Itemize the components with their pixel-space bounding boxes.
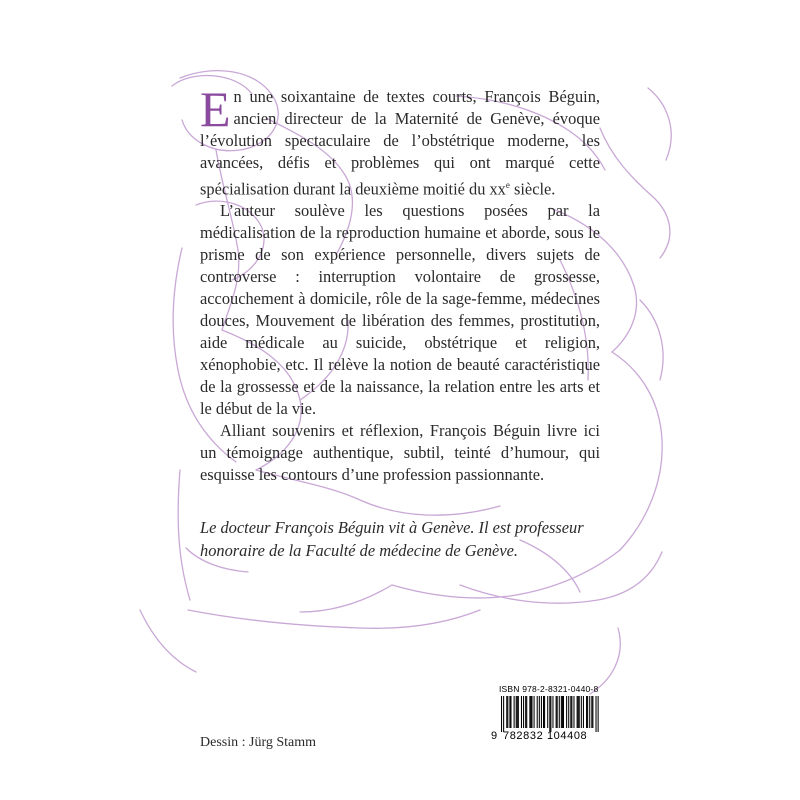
barcode-bar <box>526 696 527 728</box>
barcode-bar <box>568 696 569 728</box>
barcode-bar <box>559 696 560 728</box>
barcode-bar <box>557 696 558 728</box>
barcode-bar <box>514 696 515 728</box>
barcode-bar <box>591 696 592 728</box>
barcode-bar <box>529 696 530 728</box>
back-cover-blurb <box>200 81 600 486</box>
barcode-bar <box>596 696 597 732</box>
barcode-bar <box>539 696 540 728</box>
barcode-first-digit: 9 <box>491 730 498 742</box>
barcode-bar <box>537 696 538 728</box>
barcode-bar <box>570 696 571 728</box>
barcode-bar <box>562 696 563 728</box>
barcode-bar <box>543 696 544 728</box>
barcode-bar <box>507 696 508 728</box>
barcode-bar <box>503 696 504 732</box>
blurb-paragraph-1 <box>200 81 600 200</box>
barcode-bar <box>583 696 584 728</box>
blurb-paragraph-1-text: n une soixantaine de textes courts, François Béguin, ancien directeur de la Maternité de Genève, évoque l’évolution spectaculaire de l’obstétrique moderne, les avancées, défis et problèmes qui ont marqué cette spécialisation durant la deuxième moitié du xx <box>200 87 600 199</box>
isbn-label: ISBN 978-2-8321-0440-8 <box>499 684 599 694</box>
barcode-bar <box>525 696 526 728</box>
barcode-bar <box>516 696 517 728</box>
barcode-bar <box>556 696 557 728</box>
barcode-bar <box>517 696 518 728</box>
barcode-bar <box>577 696 578 728</box>
barcode-bar <box>509 696 510 728</box>
barcode-bar <box>573 696 574 728</box>
barcode-bar <box>544 696 545 728</box>
barcode-bar <box>550 696 551 732</box>
blurb-paragraph-3: Alliant souvenirs et réflexion, François Béguin livre ici un témoignage authentique, subtil, teinté d’humour, qui esquisse les contours d’une profession passionnante. <box>200 421 600 485</box>
barcode-bars <box>491 696 603 732</box>
barcode-bar <box>518 696 519 728</box>
barcode-bar <box>586 696 587 728</box>
barcode-bar <box>552 696 553 728</box>
barcode-bar <box>523 696 524 728</box>
barcode-bar <box>571 696 572 728</box>
barcode-bar <box>531 696 532 728</box>
barcode-bar <box>592 696 593 728</box>
barcode-bar <box>534 696 535 728</box>
blurb-paragraph-1-end: siècle. <box>509 179 556 199</box>
barcode-bar <box>579 696 580 728</box>
barcode-bar <box>598 696 599 732</box>
blurb-paragraph-2: L’auteur soulève les questions posées par la médicalisation de la reproduction humaine et aborde, sous le prisme de son expérience personnelle, divers sujets de controverse : interruption volontaire de grossesse, accouchement à domicile, rôle de la sage-femme, médecines douces, Mouvement de libération des femmes, prostitution, aide médicale au suicide, obstétrique et religion, xénophobie, etc. Il relève la notion de beauté caractéristique de la grossesse et de la naissance, la relation entre les arts et le début de la vie. <box>200 201 600 419</box>
barcode-bar <box>563 696 564 728</box>
barcode-bar <box>510 696 511 728</box>
isbn-barcode <box>491 684 603 746</box>
barcode-bar <box>549 696 550 732</box>
barcode-bar <box>521 696 522 728</box>
author-bio: Le docteur François Béguin vit à Genève. Il est professeur honoraire de la Faculté de médecine de Genève. <box>200 518 584 560</box>
barcode-bar <box>501 696 502 732</box>
barcode-bar <box>541 696 542 728</box>
century-superscript: e <box>505 180 510 190</box>
drop-cap: E <box>200 81 231 137</box>
barcode-bar <box>589 696 590 728</box>
barcode-bar <box>530 696 531 728</box>
barcode-bar <box>566 696 567 728</box>
barcode-digits: 782832 104408 <box>503 730 588 742</box>
barcode-bar <box>547 696 548 728</box>
barcode-bar <box>506 696 507 728</box>
illustration-credit: Dessin : Jürg Stamm <box>200 735 317 750</box>
barcode-bar <box>587 696 588 728</box>
barcode-bar <box>581 696 582 728</box>
barcode-bar <box>578 696 579 728</box>
barcode-bar <box>561 696 562 728</box>
